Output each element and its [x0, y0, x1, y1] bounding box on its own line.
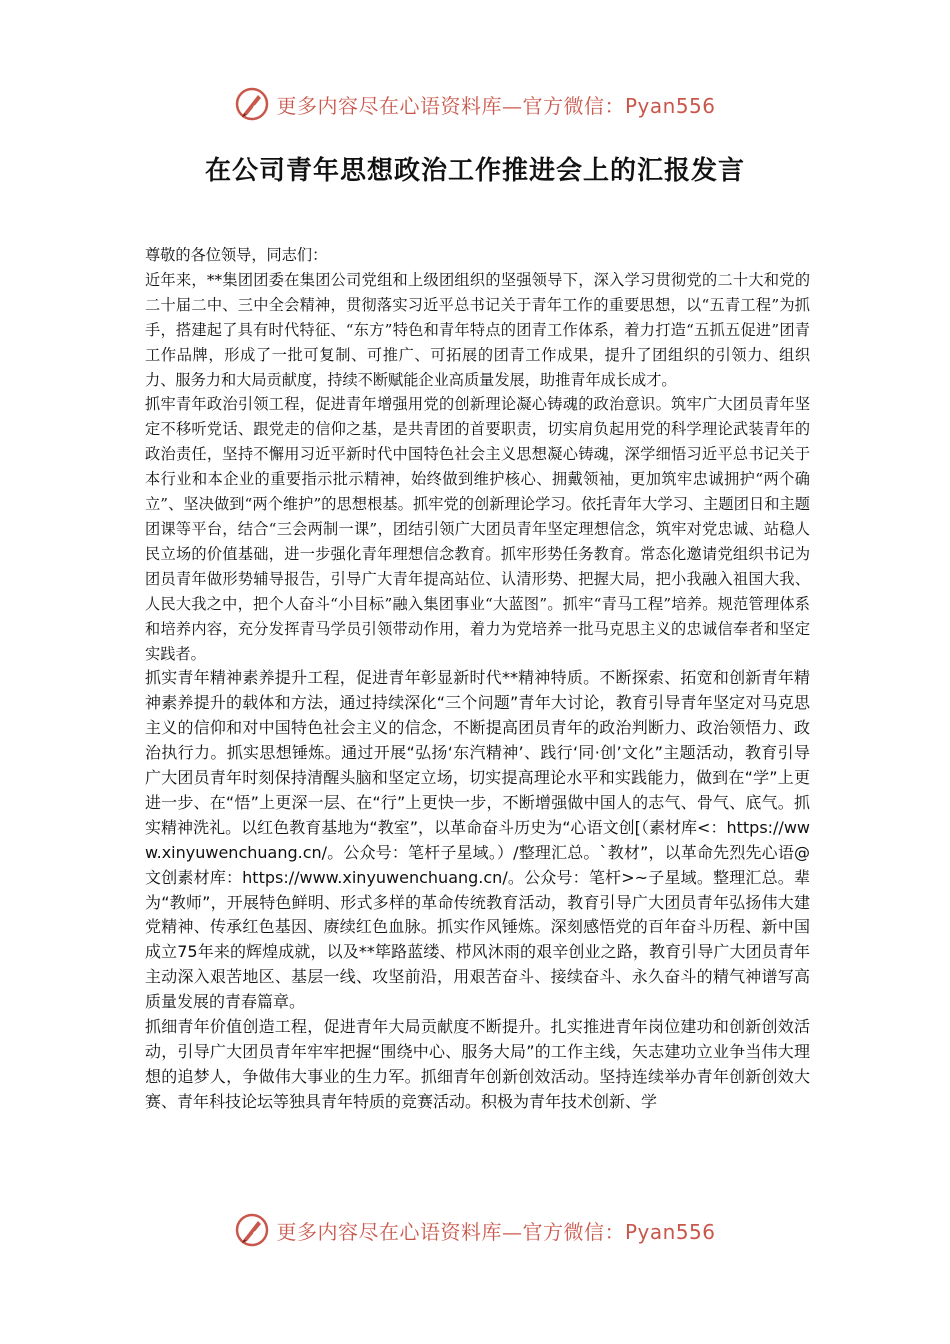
document-body	[145, 243, 810, 1115]
footer-watermark-banner	[0, 1210, 950, 1250]
salutation-paragraph: 尊敬的各位领导，同志们：	[145, 246, 328, 264]
pen-logo-icon	[234, 1212, 270, 1248]
pen-logo-icon	[234, 86, 270, 122]
body-paragraph: 抓牢青年政治引领工程，促进青年增强用党的创新理论凝心铸魂的政治意识。筑牢广大团员青年坚定不移听党话、跟党走的信仰之基，是共青团的首要职责，切实肩负起用党的科学理论武装青年的政治责任，坚持不懈用习近平新时代中国特色社会主义思想凝心铸魂，深学细悟习近平总书记关于本行业和本企业的重要指示批示精神，始终做到维护核心、拥戴领袖，更加筑牢忠诚拥护“两个确立”、坚决做到“两个维护”的思想根基。抓牢党的创新理论学习。依托青年大学习、主题团日和主题团课等平台，结合“三会两制一课”，团结引领广大团员青年坚定理想信念，筑牢对党忠诚、站稳人民立场的价值基础，进一步强化青年理想信念教育。抓牢形势任务教育。常态化邀请党组织书记为团员青年做形势辅导报告，引导广大青年提高站位、认清形势、把握大局，把小我融入祖国大我、人民大我之中，把个人奋斗“小目标”融入集团事业“大蓝图”。抓牢“青马工程”培养。规范管理体系和培养内容，充分发挥青马学员引领带动作用，着力为党培养一批马克思主义的忠诚信奉者和坚定实践者。	[145, 395, 810, 663]
watermark-text: 更多内容尽在心语资料库—官方微信：Pyan556	[276, 93, 716, 118]
page-title: 在公司青年思想政治工作推进会上的汇报发言	[204, 156, 745, 186]
body-paragraph: 抓实青年精神素养提升工程，促进青年彰显新时代**精神特质。不断探索、拓宽和创新青年精神素养提升的载体和方法，通过持续深化“三个问题”青年大讨论，教育引导青年坚定对马克思主义的信仰和对中国特色社会主义的信念，不断提高团员青年的政治判断力、政治领悟力、政治执行力。抓实思想锤炼。通过开展“弘扬‘东汽精神’、践行‘同·创’文化”主题活动，教育引导广大团员青年时刻保持清醒头脑和坚定立场，切实提高理论水平和实践能力，做到在“学”上更进一步、在“悟”上更深一层、在“行”上更快一步，不断增强做中国人的志气、骨气、底气。抓实精神洗礼。以红色教育基地为“教室”，以革命奋斗历史为“心语文创[（素材库<：https://www.xinyuwenchuang.cn/。公众号：笔杆子星域。）/整理汇总。`教材”，以革命先烈先心语@文创素材库：https://www.xinyuwenchuang.cn/。公众号：笔杆>~子星域。整理汇总。辈为“教师”，开展特色鲜明、形式多样的革命传统教育活动，教育引导广大团员青年弘扬伟大建党精神、传承红色基因、赓续红色血脉。抓实作风锤炼。深刻感悟党的百年奋斗历程、新中国成立75年来的辉煌成就，以及**筚路蓝缕、栉风沐雨的艰辛创业之路，教育引导广大团员青年主动深入艰苦地区、基层一线、攻坚前沿，用艰苦奋斗、接续奋斗、永久奋斗的精气神谱写高质量发展的青春篇章。	[145, 668, 810, 1012]
header-watermark-banner	[0, 84, 950, 124]
watermark-text: 更多内容尽在心语资料库—官方微信：Pyan556	[276, 1219, 716, 1244]
body-paragraph: 抓细青年价值创造工程，促进青年大局贡献度不断提升。扎实推进青年岗位建功和创新创效活动，引导广大团员青年牢牢把握“围绕中心、服务大局”的工作主线，矢志建功立业争当伟大理想的追梦人，争做伟大事业的生力军。抓细青年创新创效活动。坚持连续举办青年创新创效大赛、青年科技论坛等独具青年特质的竞赛活动。积极为青年技术创新、学	[145, 1017, 810, 1111]
body-paragraph: 近年来，**集团团委在集团公司党组和上级团组织的坚强领导下，深入学习贯彻党的二十大和党的二十届二中、三中全会精神，贯彻落实习近平总书记关于青年工作的重要思想，以“五青工程”为抓手，搭建起了具有时代特征、“东方”特色和青年特点的团青工作体系，着力打造“五抓五促进”团青工作品牌，形成了一批可复制、可推广、可拓展的团青工作成果，提升了团组织的引领力、组织力、服务力和大局贡献度，持续不断赋能企业高质量发展，助推青年成长成才。	[145, 270, 810, 389]
